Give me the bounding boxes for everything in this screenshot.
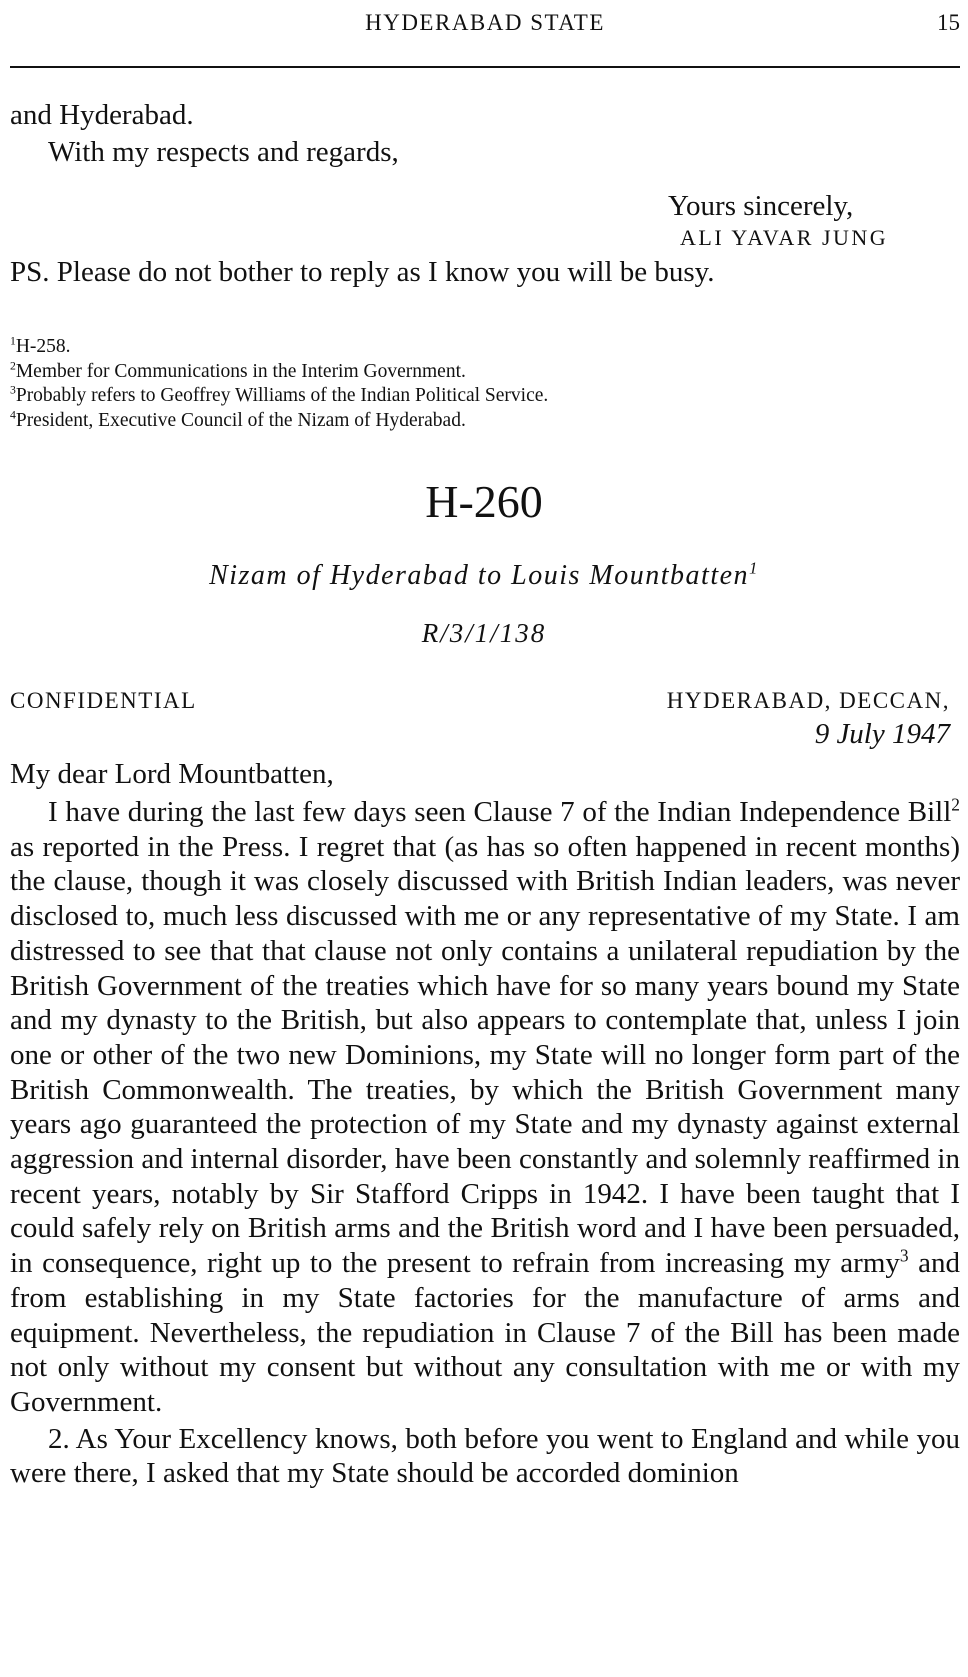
footnote bbox=[10, 360, 810, 385]
document-subtitle bbox=[0, 560, 968, 592]
page-number: 15 bbox=[937, 10, 960, 35]
footnote-text: President, Executive Council of the Nizam of Hyderabad. bbox=[15, 409, 466, 431]
archive-reference: R/3/1/138 bbox=[421, 618, 547, 648]
footnotes bbox=[10, 335, 810, 433]
respects-line: With my respects and regards, bbox=[48, 135, 399, 168]
footnote-mark: 3 bbox=[10, 383, 16, 397]
footnote-mark: 2 bbox=[10, 359, 16, 372]
postscript: PS. Please do not bother to reply as I know you will be busy. bbox=[10, 256, 715, 288]
letter-place: HYDERABAD, DECCAN, bbox=[666, 688, 950, 713]
footnote-mark: 1 bbox=[10, 334, 16, 348]
footnote-mark: 2 bbox=[951, 794, 960, 815]
footnote-text: H-258. bbox=[15, 336, 71, 357]
running-title: HYDERABAD STATE bbox=[365, 10, 605, 35]
previous-letter-ending bbox=[10, 97, 960, 170]
footnote-mark: 3 bbox=[899, 1245, 909, 1266]
footnote-text: Member for Communications in the Interim Government. bbox=[15, 360, 466, 382]
letter-body bbox=[10, 795, 960, 1491]
closing-phrase: Yours sincerely, bbox=[668, 190, 854, 222]
classification: CONFIDENTIAL bbox=[10, 688, 197, 713]
salutation: My dear Lord Mountbatten, bbox=[10, 758, 334, 790]
subtitle-text: Nizam of Hyderabad to Louis Mountbatten bbox=[209, 560, 750, 591]
footnote-text: Probably refers to Geoffrey Williams of the Indian Political Service. bbox=[15, 385, 549, 406]
footnote bbox=[10, 335, 810, 360]
paragraph-1 bbox=[10, 795, 960, 1420]
footnote bbox=[10, 384, 810, 409]
paragraph-2: 2. As Your Excellency knows, both before you went to England and while you were there, I asked that my State should be accorded dominion bbox=[10, 1422, 960, 1490]
footnote bbox=[10, 409, 810, 434]
running-head bbox=[10, 10, 960, 44]
footnote-mark: 4 bbox=[10, 408, 16, 421]
continuation-line: and Hyderabad. bbox=[10, 99, 194, 131]
subtitle-footnote-mark: 1 bbox=[749, 558, 759, 578]
letter-closing bbox=[668, 188, 968, 252]
header-rule bbox=[10, 66, 960, 68]
letter-date: 9 July 1947 bbox=[814, 718, 950, 750]
paragraph-text: as reported in the Press. I regret that (as has so often happened in recent months) the clause, though it was closely discussed with British Indian leaders, was never disclosed to, much less discussed with me or any representative of my State. I am distressed to see that that clause not only contains a unilateral repudiation by the British Government of the treaties which have for so many years bound my State and my dynasty to the British, but also appears to contemplate that, unless I join one or other of the two new Dominions, my State will no longer form part of the British Commonwealth. The treaties, by which the British Government many years ago guaranteed the protection of my State and my dynasty against external aggression and internal disorder, have been constantly and solemnly reaffirmed in recent years, notably by Sir Stafford Cripps in 1942. I have been taught that I could safely rely on British arms and the British word and I have been persuaded, in consequence, right up to the present to refrain from increasing my army bbox=[10, 830, 960, 1280]
document-number: H-260 bbox=[425, 476, 543, 527]
paragraph-text: and from establishing in my State factories for the manufacture of arms and equipment. Nevertheless, the repudiation in Clause 7 of the Bill has been made not only without my consent but without any consultation with me or with my Government. bbox=[10, 1247, 961, 1418]
signatory-name: ALI YAVAR JUNG bbox=[680, 225, 889, 250]
paragraph-text: I have during the last few days seen Clause 7 of the Indian Independence Bill bbox=[48, 796, 952, 828]
